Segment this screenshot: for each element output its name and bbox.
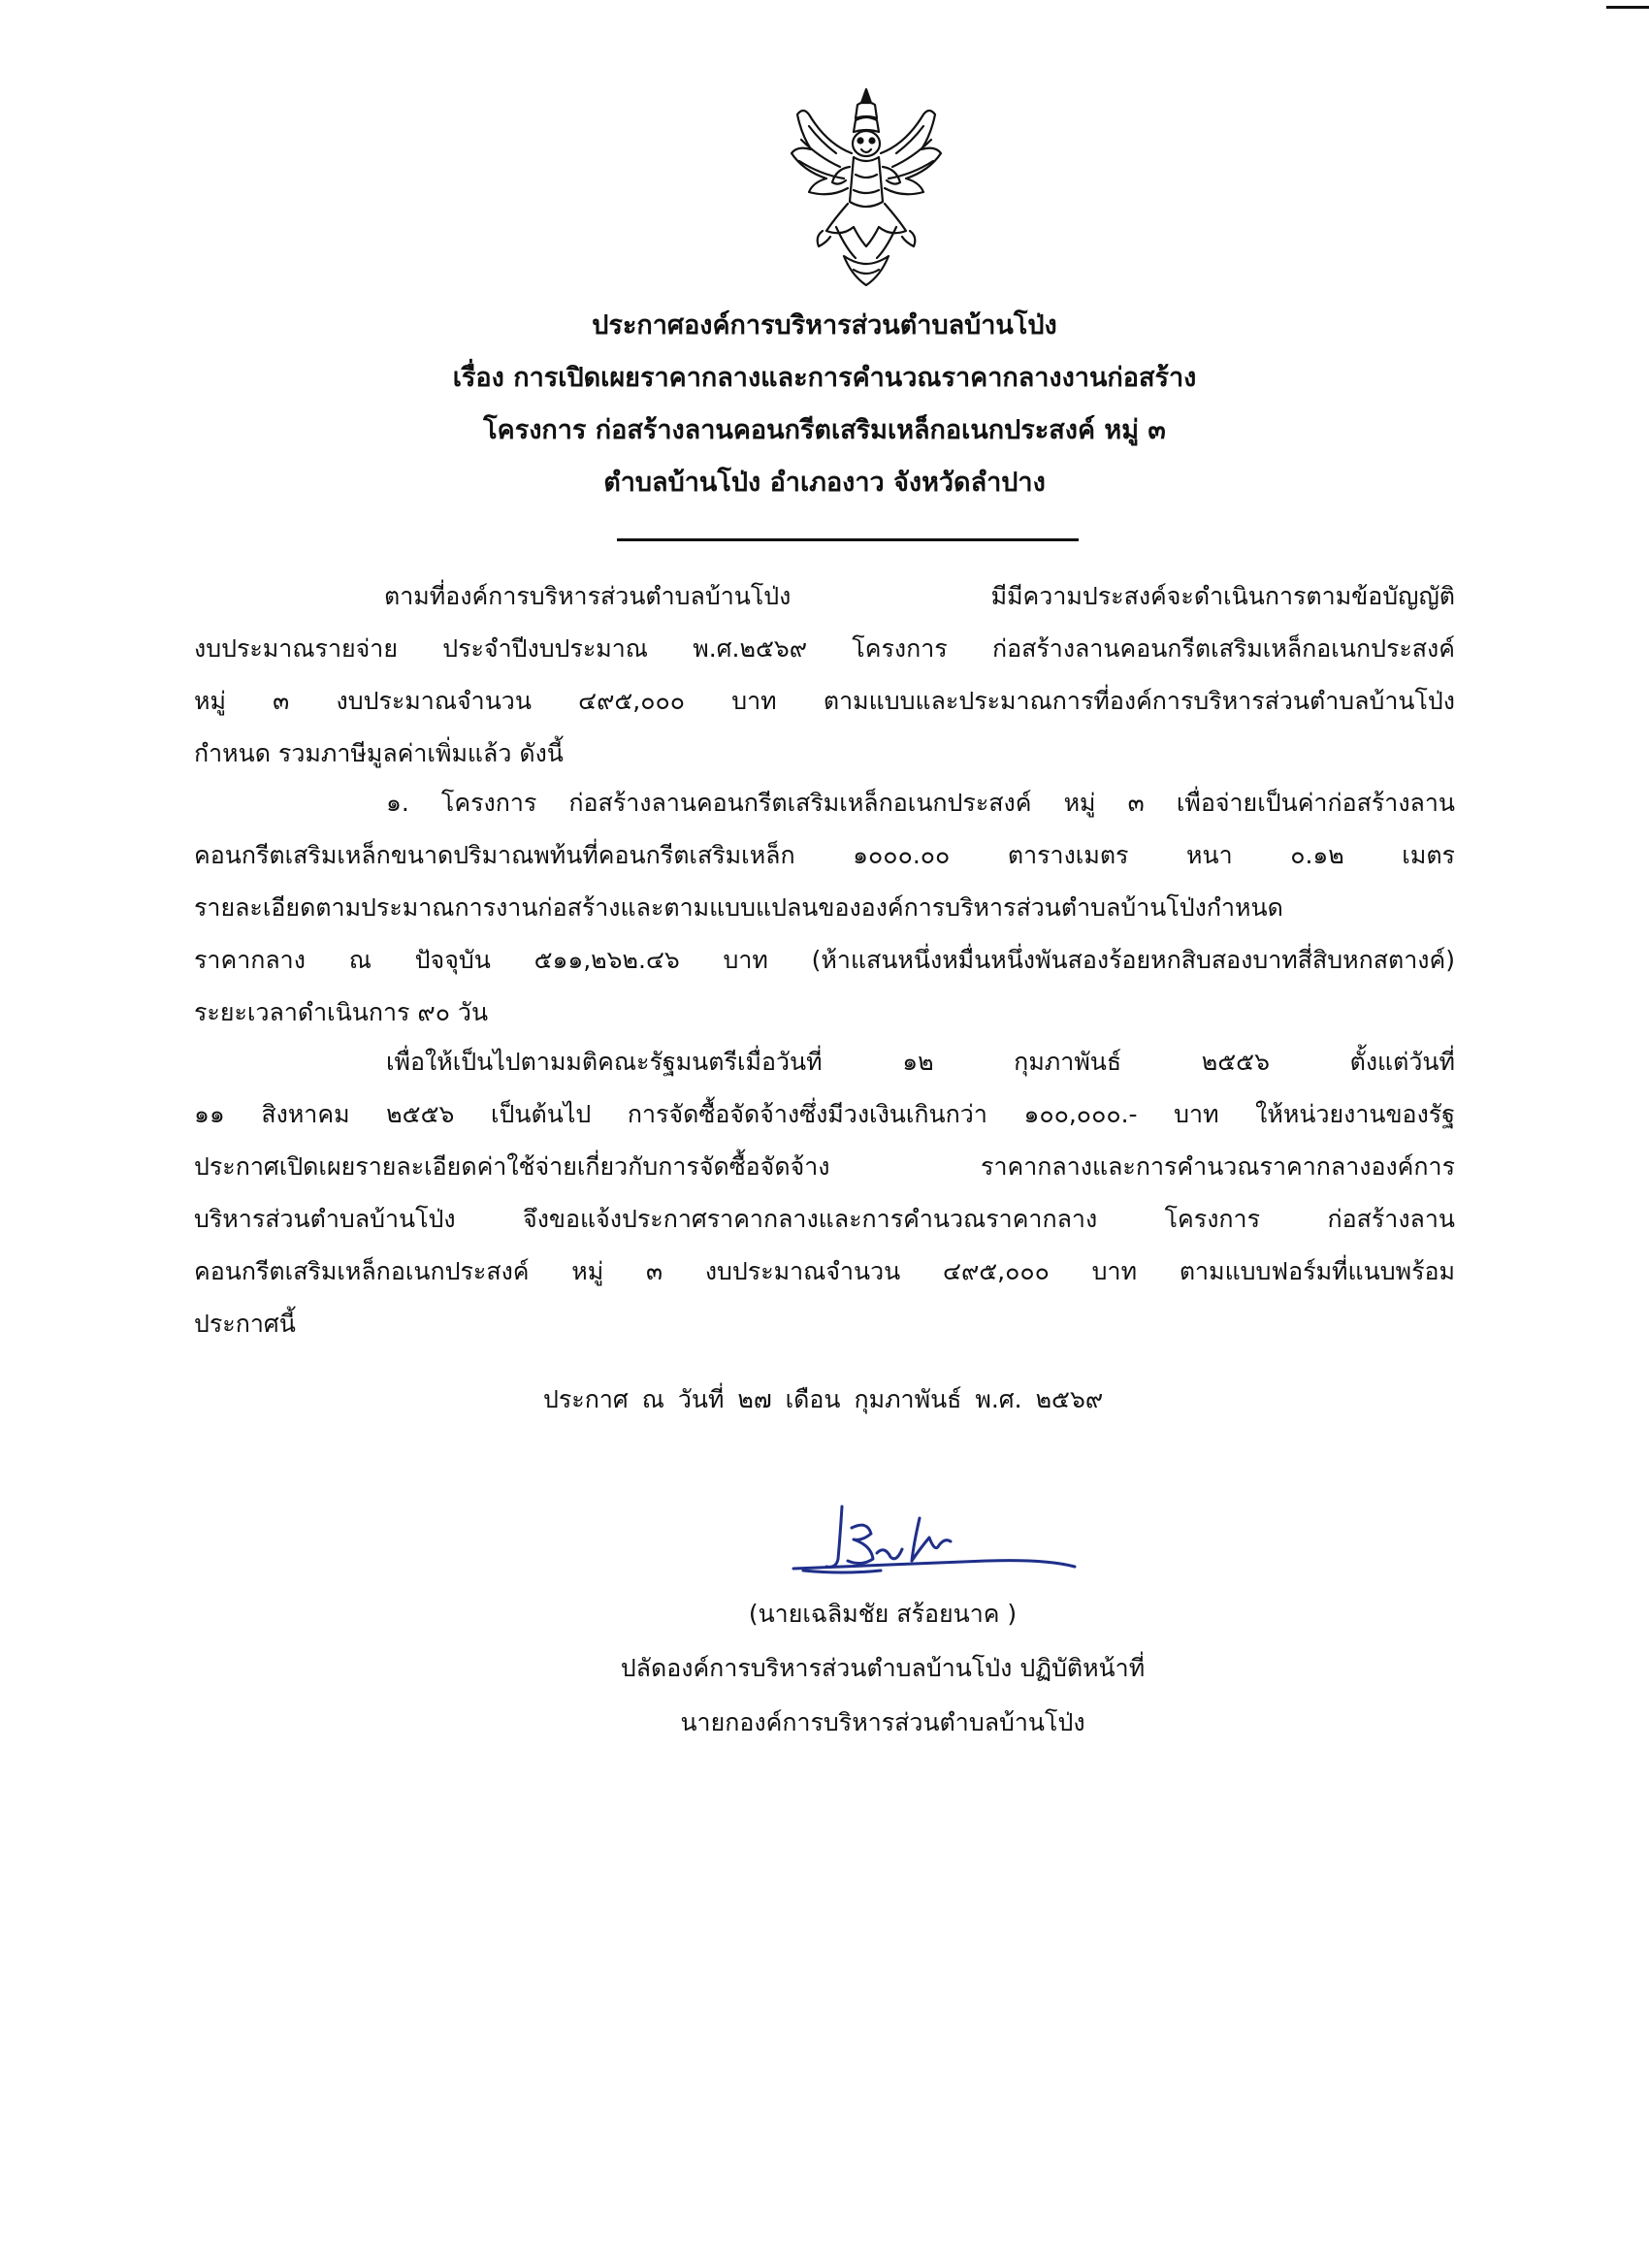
paragraph-line: คอนกรีตเสริมเหล็กอเนกประสงค์ หมู่ ๓ งบประมาณจำนวน ๔๙๕,๐๐๐ บาท ตามแบบฟอร์มที่แนบพร้อม (194, 1257, 1455, 1285)
paragraph-line: ประกาศเปิดเผยรายละเอียดค่าใช้จ่ายเกี่ยวกับการจัดซื้อจัดจ้าง ราคากลางและการคำนวณราคากลางองค์การ (194, 1152, 1455, 1181)
paragraph-line: ประกาศนี้ (194, 1310, 296, 1338)
title-underline (617, 538, 1079, 541)
paragraph-line: งบประมาณรายจ่าย ประจำปีงบประมาณ พ.ศ.๒๕๖๙ โครงการ ก่อสร้างลานคอนกรีตเสริมเหล็กอเนกประสงค์ (194, 634, 1455, 663)
paragraph-line: ตามที่องค์การบริหารส่วนตำบลบ้านโป่ง มีมีความประสงค์จะดำเนินการตามข้อบัญญัติ (384, 582, 1455, 610)
handwritten-signature (784, 1499, 1084, 1586)
signer-title-position: นายกองค์การบริหารส่วนตำบลบ้านโป่ง (680, 1708, 1085, 1736)
paragraph-cabinet-resolution (194, 1036, 1455, 1350)
scan-corner-mark (1606, 6, 1649, 9)
paragraph-line: บริหารส่วนตำบลบ้านโป่ง จึงขอแจ้งประกาศราคากลางและการคำนวณราคากลาง โครงการ ก่อสร้างลาน (194, 1205, 1455, 1233)
paragraph-line: กำหนด รวมภาษีมูลค่าเพิ่มแล้ว ดังนี้ (194, 739, 564, 767)
paragraph-line: ราคากลาง ณ ปัจจุบัน ๕๑๑,๒๖๒.๔๖ บาท (ห้าแสนหนึ่งหมื่นหนึ่งพันสองร้อยหกสิบสองบาทสี่สิบหกสตางค์) (194, 946, 1455, 974)
paragraph-line: คอนกรีตเสริมเหล็กขนาดปริมาณพท้นที่คอนกรีตเสริมเหล็ก ๑๐๐๐.๐๐ ตารางเมตร หนา ๐.๑๒ เมตร (194, 841, 1455, 869)
signer-name: (นายเฉลิมชัย สร้อยนาค ) (748, 1600, 1018, 1628)
announcement-heading: ประกาศองค์การบริหารส่วนตำบลบ้านโป่ง (592, 310, 1057, 340)
project-heading: โครงการ ก่อสร้างลานคอนกรีตเสริมเหล็กอเนกประสงค์ หมู่ ๓ (483, 415, 1166, 445)
paragraph-intro (194, 570, 1455, 780)
paragraph-item-1 (194, 777, 1455, 1039)
paragraph-line: ๑๑ สิงหาคม ๒๕๕๖ เป็นต้นไป การจัดซื้อจัดจ้างซึ่งมีวงเงินเกินกว่า ๑๐๐,๐๐๐.- บาท ให้หน่วยงานของรัฐ (194, 1100, 1455, 1128)
signer-title-acting: ปลัดองค์การบริหารส่วนตำบลบ้านโป่ง ปฏิบัติหน้าที่ (620, 1654, 1146, 1682)
paragraph-line: ๑. โครงการ ก่อสร้างลานคอนกรีตเสริมเหล็กอเนกประสงค์ หมู่ ๓ เพื่อจ่ายเป็นค่าก่อสร้างลาน (386, 789, 1455, 817)
garuda-emblem-icon (788, 85, 945, 291)
paragraph-line: เพื่อให้เป็นไปตามมติคณะรัฐมนตรีเมื่อวันที่ ๑๒ กุมภาพันธ์ ๒๕๕๖ ตั้งแต่วันที่ (386, 1048, 1455, 1076)
paragraph-line: ระยะเวลาดำเนินการ ๙๐ วัน (194, 998, 489, 1026)
location-heading: ตำบลบ้านโป่ง อำเภองาว จังหวัดลำปาง (603, 468, 1046, 498)
paragraph-line: หมู่ ๓ งบประมาณจำนวน ๔๙๕,๐๐๐ บาท ตามแบบและประมาณการที่องค์การบริหารส่วนตำบลบ้านโป่ง (194, 687, 1455, 715)
announcement-date: ประกาศ ณ วันที่ ๒๗ เดือน กุมภาพันธ์ พ.ศ. ๒๕๖๙ (543, 1385, 1104, 1413)
subject-heading: เรื่อง การเปิดเผยราคากลางและการคำนวณราคากลางงานก่อสร้าง (452, 363, 1197, 393)
paragraph-line: รายละเอียดตามประมาณการงานก่อสร้างและตามแบบแปลนขององค์การบริหารส่วนตำบลบ้านโป่งกำหนด (194, 893, 1283, 922)
